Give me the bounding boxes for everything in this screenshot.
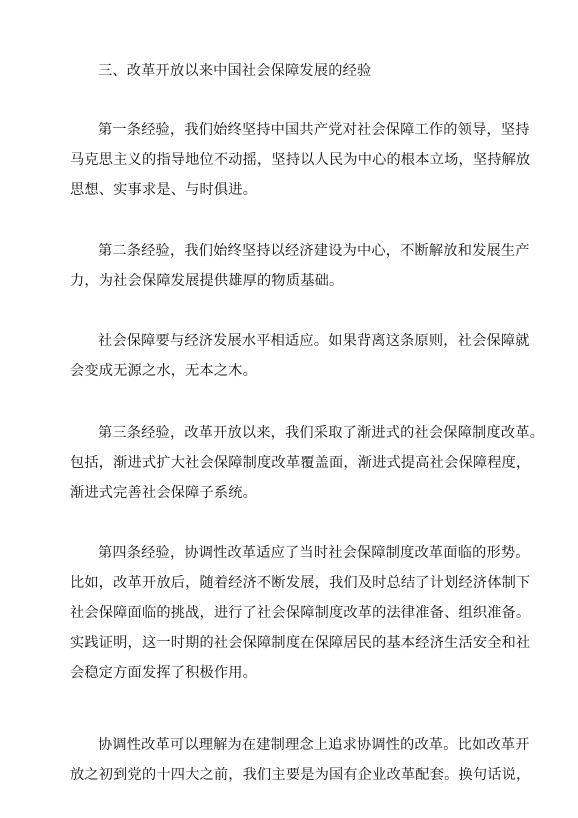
paragraph-line: 社会保障面临的挑战，进行了社会保障制度改革的法律准备、组织准备。: [70, 605, 531, 621]
paragraph-line: 第二条经验，我们始终坚持以经济建设为中心，不断解放和发展生产: [98, 243, 530, 259]
paragraph-line: 协调性改革可以理解为在建制理念上追求协调性的改革。比如改革开: [98, 737, 530, 753]
paragraph-3: [70, 326, 530, 386]
paragraph-line: 马克思主义的指导地位不动摇，坚持以人民为中心的根本立场，坚持解放: [70, 152, 531, 168]
paragraph-line: 第一条经验，我们始终坚持中国共产党对社会保障工作的领导，坚持: [98, 122, 530, 138]
paragraph-line: 放之初到党的十四大之前，我们主要是为国有企业改革配套。换句话说，: [70, 767, 531, 783]
paragraph-line: 会变成无源之水，无本之木。: [70, 363, 258, 379]
paragraph-line: 思想、实事求是、与时俱进。: [70, 182, 258, 198]
paragraph-line: 渐进式完善社会保障子系统。: [70, 485, 258, 501]
paragraph-line: 包括，渐进式扩大社会保障制度改革覆盖面，渐进式提高社会保障程度，: [70, 455, 531, 471]
paragraph-line: 社会保障要与经济发展水平相适应。如果背离这条原则，社会保障就: [98, 333, 530, 349]
paragraph-4: [70, 418, 545, 508]
section-heading: 三、改革开放以来中国社会保障发展的经验: [98, 63, 372, 79]
paragraph-5: [70, 538, 531, 688]
paragraph-line: 会稳定方面发挥了积极作用。: [70, 665, 258, 681]
paragraph-6: [70, 730, 531, 790]
paragraph-line: 力，为社会保障发展提供雄厚的物质基础。: [70, 273, 344, 289]
paragraph-line: 比如，改革开放后，随着经济不断发展，我们及时总结了计划经济体制下: [70, 575, 531, 591]
paragraph-1: [70, 115, 531, 205]
paragraph-line: 第三条经验，改革开放以来，我们采取了渐进式的社会保障制度改革。: [98, 425, 545, 441]
paragraph-line: 实践证明，这一时期的社会保障制度在保障居民的基本经济生活安全和社: [70, 635, 531, 651]
paragraph-line: 第四条经验，协调性改革适应了当时社会保障制度改革面临的形势。: [98, 545, 530, 561]
paragraph-2: [70, 236, 530, 296]
